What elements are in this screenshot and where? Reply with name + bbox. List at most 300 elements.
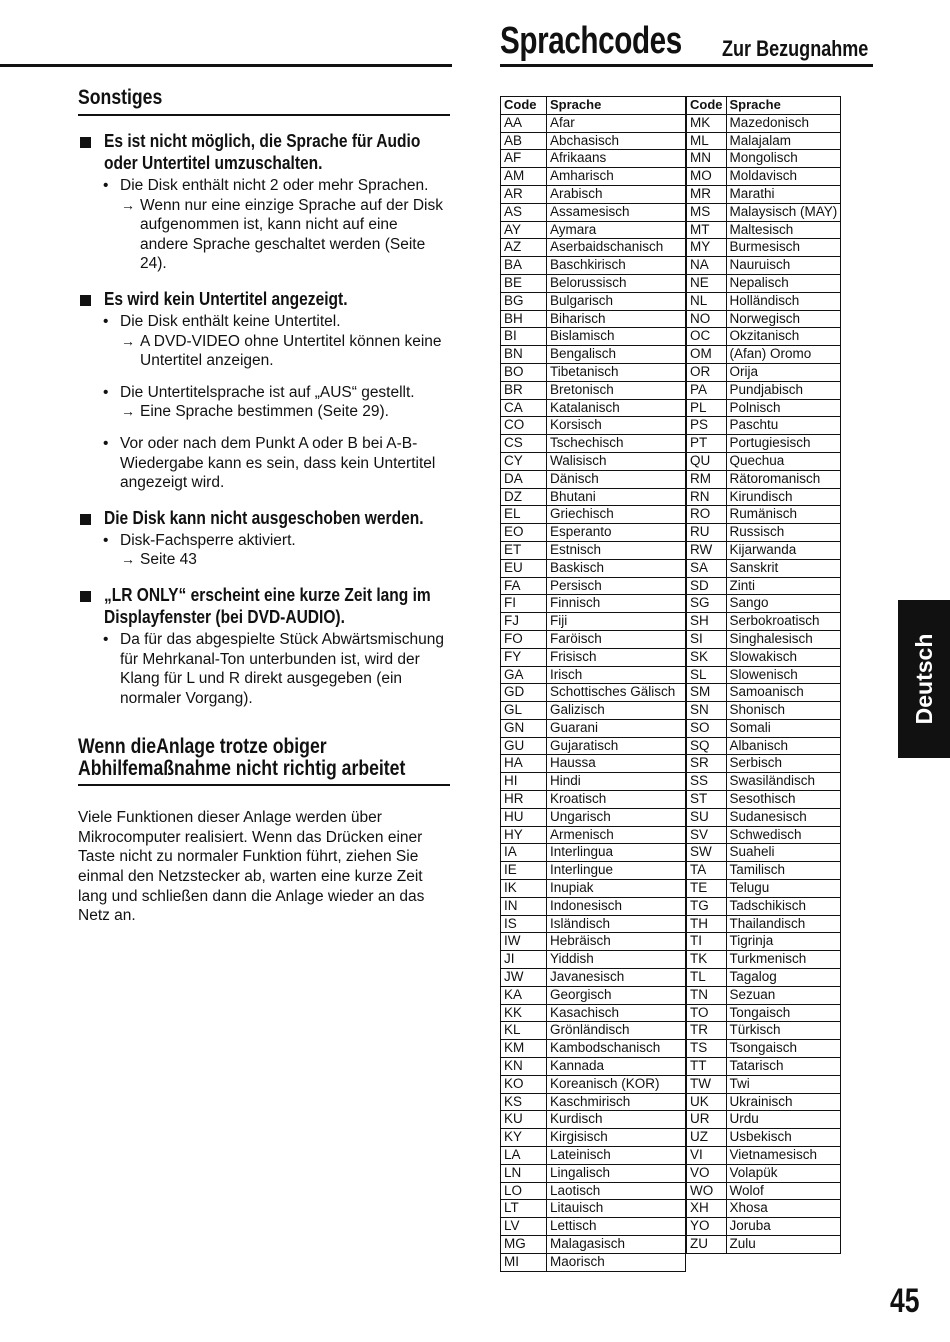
remedy-text: Eine Sprache bestimmen (Seite 29). bbox=[140, 403, 389, 421]
language-name-cell: Katalanisch bbox=[547, 399, 686, 417]
language-code-cell: EL bbox=[501, 506, 547, 524]
table-row bbox=[501, 862, 686, 880]
language-code-cell: BE bbox=[501, 274, 547, 292]
table-row bbox=[687, 417, 841, 435]
language-code-cell: KL bbox=[501, 1022, 547, 1040]
language-name-cell: Assamesisch bbox=[547, 203, 686, 221]
language-code-cell: MY bbox=[687, 239, 727, 257]
spacer bbox=[78, 422, 450, 432]
table-row bbox=[687, 648, 841, 666]
language-code-cell: IE bbox=[501, 862, 547, 880]
language-name-cell: Serbokroatisch bbox=[726, 613, 841, 631]
remedy-line bbox=[78, 196, 450, 274]
language-code-cell: IS bbox=[501, 915, 547, 933]
language-code-cell: FO bbox=[501, 630, 547, 648]
language-name-cell: Slowenisch bbox=[726, 666, 841, 684]
remedy-text: Wenn nur eine einzige Sprache auf der Disk aufgenommen ist, kann nicht auf eine andere Sprache geschaltet werden (Seite 24). bbox=[140, 196, 443, 273]
table-row bbox=[501, 114, 686, 132]
language-name-cell: Holländisch bbox=[726, 292, 841, 310]
language-code-cell: KY bbox=[501, 1129, 547, 1147]
language-name-cell: Arabisch bbox=[547, 185, 686, 203]
language-name-cell: Schottisches Gälisch bbox=[547, 684, 686, 702]
problem-item bbox=[78, 130, 450, 174]
table-row bbox=[501, 1093, 686, 1111]
problem-heading: Es ist nicht möglich, die Sprache für Audio oder Untertitel umzuschalten. bbox=[104, 130, 421, 173]
language-name-cell: Frisisch bbox=[547, 648, 686, 666]
table-row bbox=[687, 274, 841, 292]
table-row bbox=[687, 221, 841, 239]
table-row bbox=[687, 702, 841, 720]
square-bullet-icon bbox=[80, 295, 91, 306]
language-code-cell: CO bbox=[501, 417, 547, 435]
language-code-cell: SN bbox=[687, 702, 727, 720]
language-name-cell: Rätoromanisch bbox=[726, 470, 841, 488]
table-row bbox=[501, 257, 686, 275]
language-code-cell: JW bbox=[501, 969, 547, 987]
cause-text: Die Untertitelsprache ist auf „AUS“ gestellt. bbox=[120, 383, 415, 401]
language-name-cell: Usbekisch bbox=[726, 1129, 841, 1147]
language-code-cell: LO bbox=[501, 1182, 547, 1200]
language-code-cell: TH bbox=[687, 915, 727, 933]
table-row bbox=[501, 702, 686, 720]
table-row bbox=[501, 684, 686, 702]
language-code-cell: NL bbox=[687, 292, 727, 310]
language-code-cell: OM bbox=[687, 346, 727, 364]
language-name-cell: Maltesisch bbox=[726, 221, 841, 239]
language-code-cell: TN bbox=[687, 986, 727, 1004]
table-row bbox=[501, 541, 686, 559]
language-name-cell: Sezuan bbox=[726, 986, 841, 1004]
language-code-cell: CS bbox=[501, 435, 547, 453]
page-title: Sprachcodes bbox=[500, 20, 682, 62]
language-name-cell: Sesothisch bbox=[726, 791, 841, 809]
language-code-cell: KS bbox=[501, 1093, 547, 1111]
table-row bbox=[501, 221, 686, 239]
table-row bbox=[501, 1164, 686, 1182]
language-name-cell: Rumänisch bbox=[726, 506, 841, 524]
table-row bbox=[501, 595, 686, 613]
language-code-cell: RN bbox=[687, 488, 727, 506]
language-name-cell: Nepalisch bbox=[726, 274, 841, 292]
language-code-cell: TL bbox=[687, 969, 727, 987]
spacer bbox=[78, 371, 450, 381]
language-code-cell: BO bbox=[501, 363, 547, 381]
table-row bbox=[687, 1200, 841, 1218]
language-name-cell: Volapük bbox=[726, 1164, 841, 1182]
bullet-dot-icon: • bbox=[103, 630, 109, 648]
remedy-text: A DVD-VIDEO ohne Untertitel können keine Untertitel anzeigen. bbox=[140, 332, 442, 370]
cause-text: Die Disk enthält keine Untertitel. bbox=[120, 312, 341, 330]
table-row bbox=[501, 1129, 686, 1147]
language-code-cell: UR bbox=[687, 1111, 727, 1129]
language-code-cell: SD bbox=[687, 577, 727, 595]
table-row bbox=[501, 452, 686, 470]
language-name-cell: Malajalam bbox=[726, 132, 841, 150]
remedy-line bbox=[78, 550, 450, 570]
language-code-cell: AR bbox=[501, 185, 547, 203]
language-code-cell: RU bbox=[687, 524, 727, 542]
table-row bbox=[501, 719, 686, 737]
language-code-cell: TS bbox=[687, 1040, 727, 1058]
table-row bbox=[687, 239, 841, 257]
language-name-cell: Tatarisch bbox=[726, 1058, 841, 1076]
language-name-cell: Afar bbox=[547, 114, 686, 132]
table-row bbox=[687, 185, 841, 203]
language-name-cell: Hindi bbox=[547, 773, 686, 791]
language-code-cell: AB bbox=[501, 132, 547, 150]
table-row bbox=[501, 986, 686, 1004]
troubleshooting-list bbox=[78, 130, 450, 708]
bullet-dot-icon: • bbox=[103, 383, 109, 401]
language-code-cell: SG bbox=[687, 595, 727, 613]
cause-bullet bbox=[78, 630, 450, 708]
language-code-cell: AY bbox=[501, 221, 547, 239]
table-row bbox=[501, 132, 686, 150]
table-row bbox=[687, 951, 841, 969]
table-row bbox=[687, 168, 841, 186]
language-name-cell: Litauisch bbox=[547, 1200, 686, 1218]
table-row bbox=[501, 1022, 686, 1040]
square-bullet-icon bbox=[80, 591, 91, 602]
language-code-cell: TT bbox=[687, 1058, 727, 1076]
language-name-cell: Grönländisch bbox=[547, 1022, 686, 1040]
language-code-cell: SO bbox=[687, 719, 727, 737]
bullet-dot-icon: • bbox=[103, 177, 109, 194]
language-code-cell: IN bbox=[501, 897, 547, 915]
language-code-table-left bbox=[500, 96, 686, 1272]
language-code-cell: VI bbox=[687, 1147, 727, 1165]
language-code-cell: BR bbox=[501, 381, 547, 399]
table-row bbox=[501, 808, 686, 826]
language-code-cell: BI bbox=[501, 328, 547, 346]
language-name-cell: Kurdisch bbox=[547, 1111, 686, 1129]
troubleshooting-column bbox=[78, 86, 450, 926]
language-code-cell: MK bbox=[687, 114, 727, 132]
language-name-cell: Fiji bbox=[547, 613, 686, 631]
language-code-cell: WO bbox=[687, 1182, 727, 1200]
problem-heading: „LR ONLY“ erscheint eine kurze Zeit lang im Displayfenster (bei DVD-AUDIO). bbox=[104, 583, 431, 627]
table-row bbox=[501, 1253, 686, 1271]
language-code-cell: KK bbox=[501, 1004, 547, 1022]
language-name-cell: Guarani bbox=[547, 719, 686, 737]
language-name-cell: Thailandisch bbox=[726, 915, 841, 933]
language-name-cell: Esperanto bbox=[547, 524, 686, 542]
table-header-row bbox=[687, 97, 841, 115]
language-name-cell: Tschechisch bbox=[547, 435, 686, 453]
remedy-text: Seite 43 bbox=[140, 551, 197, 569]
language-code-cell: MN bbox=[687, 150, 727, 168]
language-name-cell: Irisch bbox=[547, 666, 686, 684]
table-row bbox=[501, 506, 686, 524]
table-row bbox=[687, 150, 841, 168]
language-code-cell: SI bbox=[687, 630, 727, 648]
table-row bbox=[501, 239, 686, 257]
language-code-cell: ST bbox=[687, 791, 727, 809]
table-row bbox=[687, 630, 841, 648]
language-code-cell: AS bbox=[501, 203, 547, 221]
table-row bbox=[687, 541, 841, 559]
language-code-cell: CY bbox=[501, 452, 547, 470]
table-row bbox=[501, 1111, 686, 1129]
bullet-dot-icon: • bbox=[103, 434, 109, 452]
table-row bbox=[501, 1200, 686, 1218]
language-code-cell: AM bbox=[501, 168, 547, 186]
language-code-cell: BN bbox=[501, 346, 547, 364]
language-code-cell: LA bbox=[501, 1147, 547, 1165]
language-code-cell: AA bbox=[501, 114, 547, 132]
table-row bbox=[501, 203, 686, 221]
section-rule bbox=[78, 784, 450, 786]
table-row bbox=[501, 292, 686, 310]
language-name-cell: Zinti bbox=[726, 577, 841, 595]
language-name-cell: Persisch bbox=[547, 577, 686, 595]
table-row bbox=[501, 435, 686, 453]
table-row bbox=[501, 328, 686, 346]
language-name-cell: Burmesisch bbox=[726, 239, 841, 257]
language-code-cell: HU bbox=[501, 808, 547, 826]
table-row bbox=[687, 328, 841, 346]
language-name-cell: Interlingue bbox=[547, 862, 686, 880]
table-row bbox=[501, 773, 686, 791]
table-row bbox=[501, 613, 686, 631]
language-code-cell: NO bbox=[687, 310, 727, 328]
language-name-cell: Lettisch bbox=[547, 1218, 686, 1236]
table-row bbox=[501, 1040, 686, 1058]
table-row bbox=[687, 506, 841, 524]
language-code-cell: UK bbox=[687, 1093, 727, 1111]
language-name-cell: Twi bbox=[726, 1075, 841, 1093]
table-row bbox=[687, 559, 841, 577]
language-code-cell: PA bbox=[687, 381, 727, 399]
language-name-cell: Dänisch bbox=[547, 470, 686, 488]
table-row bbox=[687, 969, 841, 987]
language-code-cell: CA bbox=[501, 399, 547, 417]
language-code-cell: RO bbox=[687, 506, 727, 524]
language-name-cell: Galizisch bbox=[547, 702, 686, 720]
language-code-cell: HR bbox=[501, 791, 547, 809]
section-title-sonstiges: Sonstiges bbox=[78, 86, 163, 109]
language-name-cell: Telugu bbox=[726, 880, 841, 898]
language-name-cell: Afrikaans bbox=[547, 150, 686, 168]
language-code-tables bbox=[500, 96, 838, 1272]
language-name-cell: Korsisch bbox=[547, 417, 686, 435]
language-code-cell: LN bbox=[501, 1164, 547, 1182]
language-name-cell: Kambodschanisch bbox=[547, 1040, 686, 1058]
language-name-cell: Indonesisch bbox=[547, 897, 686, 915]
language-code-cell: JI bbox=[501, 951, 547, 969]
language-code-cell: VO bbox=[687, 1164, 727, 1182]
table-row bbox=[687, 203, 841, 221]
language-name-cell: Lateinisch bbox=[547, 1147, 686, 1165]
cause-bullet bbox=[78, 531, 450, 551]
language-name-cell: Shonisch bbox=[726, 702, 841, 720]
language-name-cell: Bulgarisch bbox=[547, 292, 686, 310]
language-name-cell: Amharisch bbox=[547, 168, 686, 186]
section-title-malfunction: Wenn dieAnlage trotze obiger Abhilfemaßnahme nicht richtig arbeitet bbox=[78, 735, 406, 781]
table-row bbox=[501, 363, 686, 381]
table-row bbox=[687, 844, 841, 862]
language-code-cell: FY bbox=[501, 648, 547, 666]
table-row bbox=[687, 1236, 841, 1254]
header-rule-left bbox=[0, 64, 452, 67]
language-code-cell: TG bbox=[687, 897, 727, 915]
language-name-cell: Samoanisch bbox=[726, 684, 841, 702]
language-code-cell: SQ bbox=[687, 737, 727, 755]
table-row bbox=[687, 773, 841, 791]
language-name-cell: Serbisch bbox=[726, 755, 841, 773]
table-row bbox=[501, 1236, 686, 1254]
problem-item bbox=[78, 584, 450, 628]
language-code-cell: XH bbox=[687, 1200, 727, 1218]
table-row bbox=[501, 826, 686, 844]
language-name-cell: Hebräisch bbox=[547, 933, 686, 951]
language-name-cell: Tagalog bbox=[726, 969, 841, 987]
language-name-cell: Nauruisch bbox=[726, 257, 841, 275]
language-code-cell: ML bbox=[687, 132, 727, 150]
language-code-cell: RM bbox=[687, 470, 727, 488]
language-name-cell: Pundjabisch bbox=[726, 381, 841, 399]
language-code-cell: MT bbox=[687, 221, 727, 239]
bullet-dot-icon: • bbox=[103, 312, 109, 330]
table-row bbox=[501, 274, 686, 292]
language-name-cell: Somali bbox=[726, 719, 841, 737]
language-name-cell: Kroatisch bbox=[547, 791, 686, 809]
language-name-cell: Marathi bbox=[726, 185, 841, 203]
language-code-cell: SU bbox=[687, 808, 727, 826]
table-row bbox=[687, 399, 841, 417]
table-row bbox=[687, 1164, 841, 1182]
language-code-cell: FA bbox=[501, 577, 547, 595]
table-row bbox=[687, 1022, 841, 1040]
table-row bbox=[501, 1218, 686, 1236]
problem-item bbox=[78, 507, 450, 529]
language-name-cell: Sanskrit bbox=[726, 559, 841, 577]
table-row bbox=[687, 808, 841, 826]
table-row bbox=[687, 310, 841, 328]
language-code-cell: IK bbox=[501, 880, 547, 898]
header-code: Code bbox=[687, 97, 727, 115]
language-name-cell: Sango bbox=[726, 595, 841, 613]
table-row bbox=[687, 1111, 841, 1129]
language-name-cell: Griechisch bbox=[547, 506, 686, 524]
language-code-cell: KU bbox=[501, 1111, 547, 1129]
language-code-cell: BA bbox=[501, 257, 547, 275]
table-row bbox=[687, 986, 841, 1004]
table-row bbox=[501, 755, 686, 773]
table-row bbox=[501, 381, 686, 399]
table-row bbox=[687, 257, 841, 275]
language-name-cell: Polnisch bbox=[726, 399, 841, 417]
table-row bbox=[501, 1182, 686, 1200]
language-code-cell: KA bbox=[501, 986, 547, 1004]
language-code-cell: ET bbox=[501, 541, 547, 559]
arrow-right-icon: → bbox=[121, 332, 135, 349]
table-row bbox=[501, 951, 686, 969]
cause-text: Disk-Fachsperre aktiviert. bbox=[120, 531, 296, 549]
language-name-cell: Tadschikisch bbox=[726, 897, 841, 915]
language-code-cell: LT bbox=[501, 1200, 547, 1218]
table-row bbox=[687, 1093, 841, 1111]
language-code-cell: DZ bbox=[501, 488, 547, 506]
language-code-cell: GD bbox=[501, 684, 547, 702]
language-name-cell: Interlingua bbox=[547, 844, 686, 862]
language-code-cell: SR bbox=[687, 755, 727, 773]
language-code-cell: TA bbox=[687, 862, 727, 880]
language-name-cell: Suaheli bbox=[726, 844, 841, 862]
language-name-cell: Baschkirisch bbox=[547, 257, 686, 275]
language-code-cell: SM bbox=[687, 684, 727, 702]
cause-bullet bbox=[78, 383, 450, 403]
language-name-cell: Albanisch bbox=[726, 737, 841, 755]
table-row bbox=[687, 1075, 841, 1093]
language-name-cell: Kannada bbox=[547, 1058, 686, 1076]
language-code-cell: SK bbox=[687, 648, 727, 666]
language-code-cell: SW bbox=[687, 844, 727, 862]
language-name-cell: Tibetanisch bbox=[547, 363, 686, 381]
table-row bbox=[687, 684, 841, 702]
language-code-cell: BH bbox=[501, 310, 547, 328]
cause-bullet bbox=[78, 312, 450, 332]
language-name-cell: Ungarisch bbox=[547, 808, 686, 826]
header-rule-right bbox=[500, 64, 873, 67]
language-name-cell: Bretonisch bbox=[547, 381, 686, 399]
table-row bbox=[687, 363, 841, 381]
square-bullet-icon bbox=[80, 137, 91, 148]
language-code-cell: MG bbox=[501, 1236, 547, 1254]
language-name-cell: Tigrinja bbox=[726, 933, 841, 951]
language-name-cell: Xhosa bbox=[726, 1200, 841, 1218]
language-code-cell: GA bbox=[501, 666, 547, 684]
language-code-cell: PT bbox=[687, 435, 727, 453]
page-subtitle: Zur Bezugnahme bbox=[722, 36, 869, 61]
language-code-cell: TR bbox=[687, 1022, 727, 1040]
language-name-cell: Zulu bbox=[726, 1236, 841, 1254]
language-code-cell: LV bbox=[501, 1218, 547, 1236]
language-code-cell: EO bbox=[501, 524, 547, 542]
language-code-cell: ZU bbox=[687, 1236, 727, 1254]
language-code-cell: RW bbox=[687, 541, 727, 559]
language-code-cell: EU bbox=[501, 559, 547, 577]
language-name-cell: Bhutani bbox=[547, 488, 686, 506]
language-name-cell: Finnisch bbox=[547, 595, 686, 613]
language-name-cell: Sudanesisch bbox=[726, 808, 841, 826]
language-code-cell: NE bbox=[687, 274, 727, 292]
table-row bbox=[501, 168, 686, 186]
header-code: Code bbox=[501, 97, 547, 115]
table-row bbox=[687, 595, 841, 613]
language-code-cell: UZ bbox=[687, 1129, 727, 1147]
language-code-cell: MO bbox=[687, 168, 727, 186]
table-row bbox=[501, 150, 686, 168]
language-code-cell: GN bbox=[501, 719, 547, 737]
section-malfunction bbox=[78, 736, 450, 926]
language-name-cell: Turkmenisch bbox=[726, 951, 841, 969]
table-row bbox=[687, 737, 841, 755]
table-row bbox=[687, 1218, 841, 1236]
language-name-cell: Estnisch bbox=[547, 541, 686, 559]
language-code-cell: PS bbox=[687, 417, 727, 435]
square-bullet-icon bbox=[80, 514, 91, 525]
language-code-cell: DA bbox=[501, 470, 547, 488]
table-row bbox=[501, 470, 686, 488]
language-name-cell: Haussa bbox=[547, 755, 686, 773]
language-code-cell: KN bbox=[501, 1058, 547, 1076]
language-name-cell: Quechua bbox=[726, 452, 841, 470]
language-code-cell: YO bbox=[687, 1218, 727, 1236]
problem-heading: Es wird kein Untertitel angezeigt. bbox=[104, 287, 348, 309]
language-name-cell: Orija bbox=[726, 363, 841, 381]
table-row bbox=[687, 755, 841, 773]
